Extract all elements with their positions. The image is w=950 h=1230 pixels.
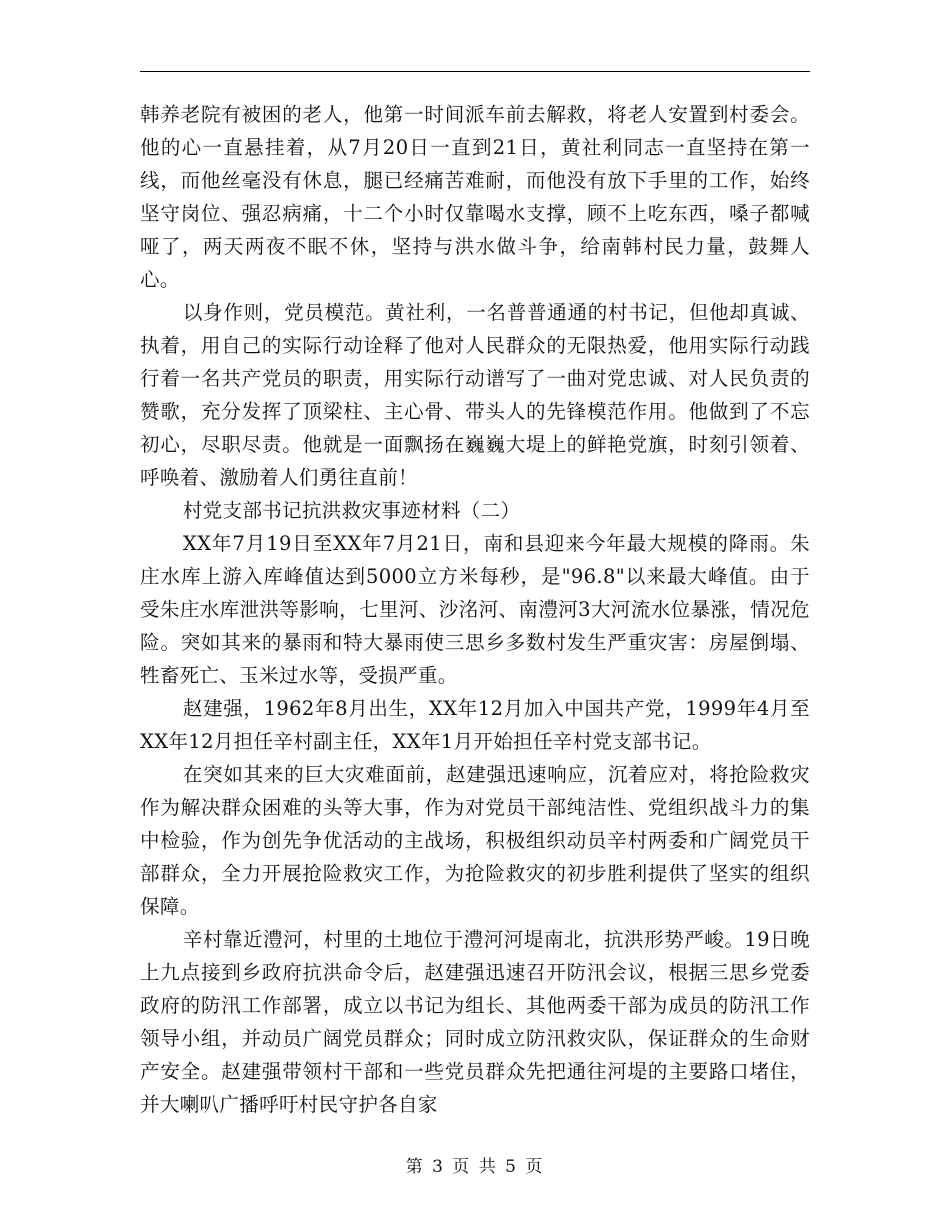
- paragraph-biography: 赵建强，1962年8月出生，XX年12月加入中国共产党，1999年4月至XX年12月担任辛村副主任，XX年1月开始担任辛村党支部书记。: [140, 697, 810, 753]
- paragraph-flood-background: XX年7月19日至XX年7月21日，南和县迎来今年最大规模的降雨。朱庄水库上游入库峰值达到5000立方米每秒，是"96.8"以来最大峰值。由于受朱庄水库泄洪等影响，七里河、沙洺河、南澧河3大河流水位暴涨，情况危险。突如其来的暴雨和特大暴雨使三思乡多数村发生严重灾害：房屋倒塌、牲畜死亡、玉米过水等，受损严重。: [140, 532, 810, 687]
- paragraph-xincun-actions: 辛村靠近澧河，村里的土地位于澧河河堤南北，抗洪形势严峻。19日晚上九点接到乡政府抗洪命令后，赵建强迅速召开防汛会议，根据三思乡党委政府的防汛工作部署，成立以书记为组长、其他两委干部为成员的防汛工作领导小组，并动员广阔党员群众；同时成立防汛救灾队，保证群众的生命财产安全。赵建强带领村干部和一些党员群众先把通往河堤的主要路口堵住，并大喇叭广播呼吁村民守护各自家: [140, 928, 810, 1116]
- paragraph-role-model: 以身作则，党员模范。黄社利，一名普普通通的村书记，但他却真诚、执着，用自己的实际行动诠释了他对人民群众的无限热爱，他用实际行动践行着一名共产党员的职责，用实际行动谱写了一曲对党忠诚、对人民负责的赞歌，充分发挥了顶梁柱、主心骨、带头人的先锋模范作用。他做到了不忘初心，尽职尽责。他就是一面飘扬在巍巍大堤上的鲜艳党旗，时刻引领着、呼唤着、激励着人们勇往直前！: [140, 301, 810, 489]
- header-rule: [140, 71, 810, 72]
- paragraph-continuation: 韩养老院有被困的老人，他第一时间派车前去解救，将老人安置到村委会。他的心一直悬挂着，从7月20日一直到21日，黄社利同志一直坚持在第一线，而他丝毫没有休息，腿已经痛苦难耐，而他没有放下手里的工作，始终坚守岗位、强忍病痛，十二个小时仅靠喝水支撑，顾不上吃东西，嗓子都喊哑了，两天两夜不眠不休，坚持与洪水做斗争，给南韩村民力量，鼓舞人心。: [140, 103, 810, 291]
- section-heading: 村党支部书记抗洪救灾事迹材料（二）: [182, 499, 521, 522]
- document-body: [140, 98, 810, 1121]
- paragraph-response: 在突如其来的巨大灾难面前，赵建强迅速响应，沉着应对，将抢险救灾作为解决群众困难的头等大事，作为对党员干部纯洁性、党组织战斗力的集中检验，作为创先争优活动的主战场，积极组织动员辛村两委和广阔党员干部群众，全力开展抢险救灾工作，为抢险救灾的初步胜利提供了坚实的组织保障。: [140, 763, 810, 918]
- page-number: 第 3 页 共 5 页: [405, 1157, 545, 1177]
